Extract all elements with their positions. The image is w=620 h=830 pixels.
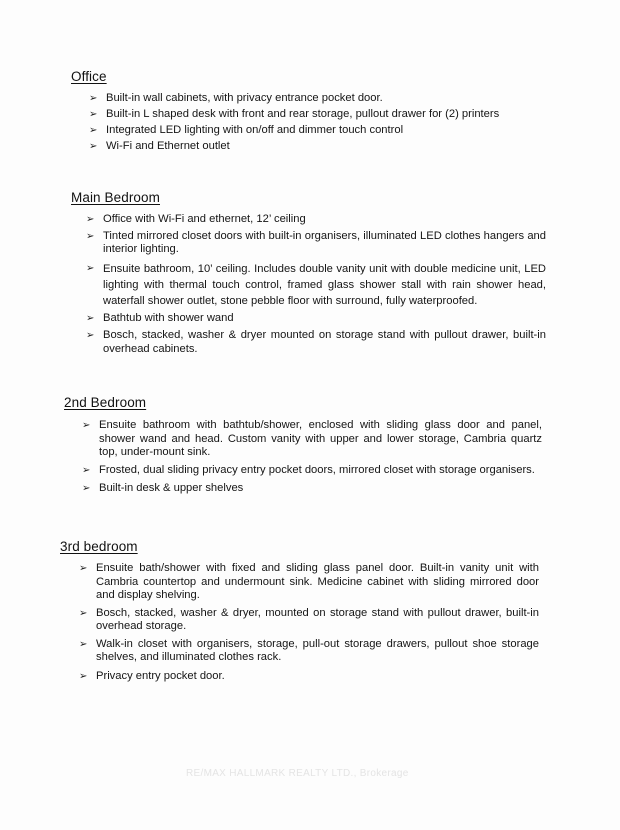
section-heading-2nd-bedroom: 2nd Bedroom xyxy=(64,395,147,410)
list-item: ➢ Ensuite bath/shower with fixed and sliding glass panel door. Built-in vanity unit with Cambria countertop and undermount sink. Medicine cabinet with sliding mirrored door and display shelving. xyxy=(79,562,539,601)
list-item: ➢ Ensuite bathroom with bathtub/shower, enclosed with sliding glass door and panel, shower wand and head. Custom vanity with upper and lower storage, Cambria quartz top, under-mount sink. xyxy=(82,419,542,458)
list-item: ➢ Privacy entry pocket door. xyxy=(79,669,225,682)
list-item: ➢ Office with Wi-Fi and ethernet, 12’ ceiling xyxy=(86,213,306,225)
section-heading-3rd-bedroom: 3rd bedroom xyxy=(60,539,138,554)
arrow-bullet-icon: ➢ xyxy=(82,483,91,494)
arrow-bullet-icon: ➢ xyxy=(79,563,88,574)
list-item: ➢ Built-in desk & upper shelves xyxy=(82,482,244,494)
list-item: ➢ Ensuite bathroom, 10’ ceiling. Includes double vanity unit with double medicine unit, LED lighting with thermal touch control, framed glass shower stall with rain shower head, waterfall shower outlet, stone pebble floor with surround, fully waterproofed. xyxy=(86,262,546,307)
arrow-bullet-icon: ➢ xyxy=(79,607,88,619)
feature-list-office xyxy=(89,92,529,159)
arrow-bullet-icon: ➢ xyxy=(89,125,98,136)
list-item: ➢ Frosted, dual sliding privacy entry pocket doors, mirrored closet with storage organisers. xyxy=(82,463,535,476)
list-item: ➢ Integrated LED lighting with on/off and dimmer touch control xyxy=(89,124,404,136)
arrow-bullet-icon: ➢ xyxy=(82,464,91,476)
arrow-bullet-icon: ➢ xyxy=(86,312,95,324)
list-item: ➢ Bosch, stacked, washer & dryer, mounted on storage stand with pullout drawer, built-in overhead storage. xyxy=(79,606,539,632)
brokerage-watermark: RE/MAX HALLMARK REALTY LTD., Brokerage xyxy=(186,768,409,779)
list-item: ➢ Tinted mirrored closet doors with built-in organisers, illuminated LED clothes hangers and interior lighting. xyxy=(86,229,546,255)
list-item: ➢ Wi-Fi and Ethernet outlet xyxy=(89,139,230,152)
arrow-bullet-icon: ➢ xyxy=(89,93,98,104)
arrow-bullet-icon: ➢ xyxy=(82,420,91,431)
list-item: ➢ Built-in wall cabinets, with privacy entrance pocket door. xyxy=(89,92,383,104)
list-item: ➢ Built-in L shaped desk with front and rear storage, pullout drawer for (2) printers xyxy=(89,107,500,120)
list-item: ➢ Walk-in closet with organisers, storage, pull-out storage drawers, pullout shoe storage shelves, and illuminated clothes rack. xyxy=(79,637,539,663)
feature-list-2nd-bedroom xyxy=(82,419,542,502)
arrow-bullet-icon: ➢ xyxy=(86,214,95,225)
arrow-bullet-icon: ➢ xyxy=(86,230,95,242)
feature-list-3rd-bedroom xyxy=(79,562,539,689)
arrow-bullet-icon: ➢ xyxy=(79,638,88,650)
list-item: ➢ Bosch, stacked, washer & dryer mounted on storage stand with pullout drawer, built-in overhead cabinets. xyxy=(86,329,546,355)
arrow-bullet-icon: ➢ xyxy=(86,262,95,274)
section-heading-main-bedroom: Main Bedroom xyxy=(71,190,160,205)
arrow-bullet-icon: ➢ xyxy=(89,140,98,152)
arrow-bullet-icon: ➢ xyxy=(86,330,95,341)
feature-list-main-bedroom xyxy=(86,213,546,362)
section-heading-office: Office xyxy=(71,69,107,84)
arrow-bullet-icon: ➢ xyxy=(79,670,88,682)
arrow-bullet-icon: ➢ xyxy=(89,108,98,120)
list-item: ➢ Bathtub with shower wand xyxy=(86,311,234,324)
